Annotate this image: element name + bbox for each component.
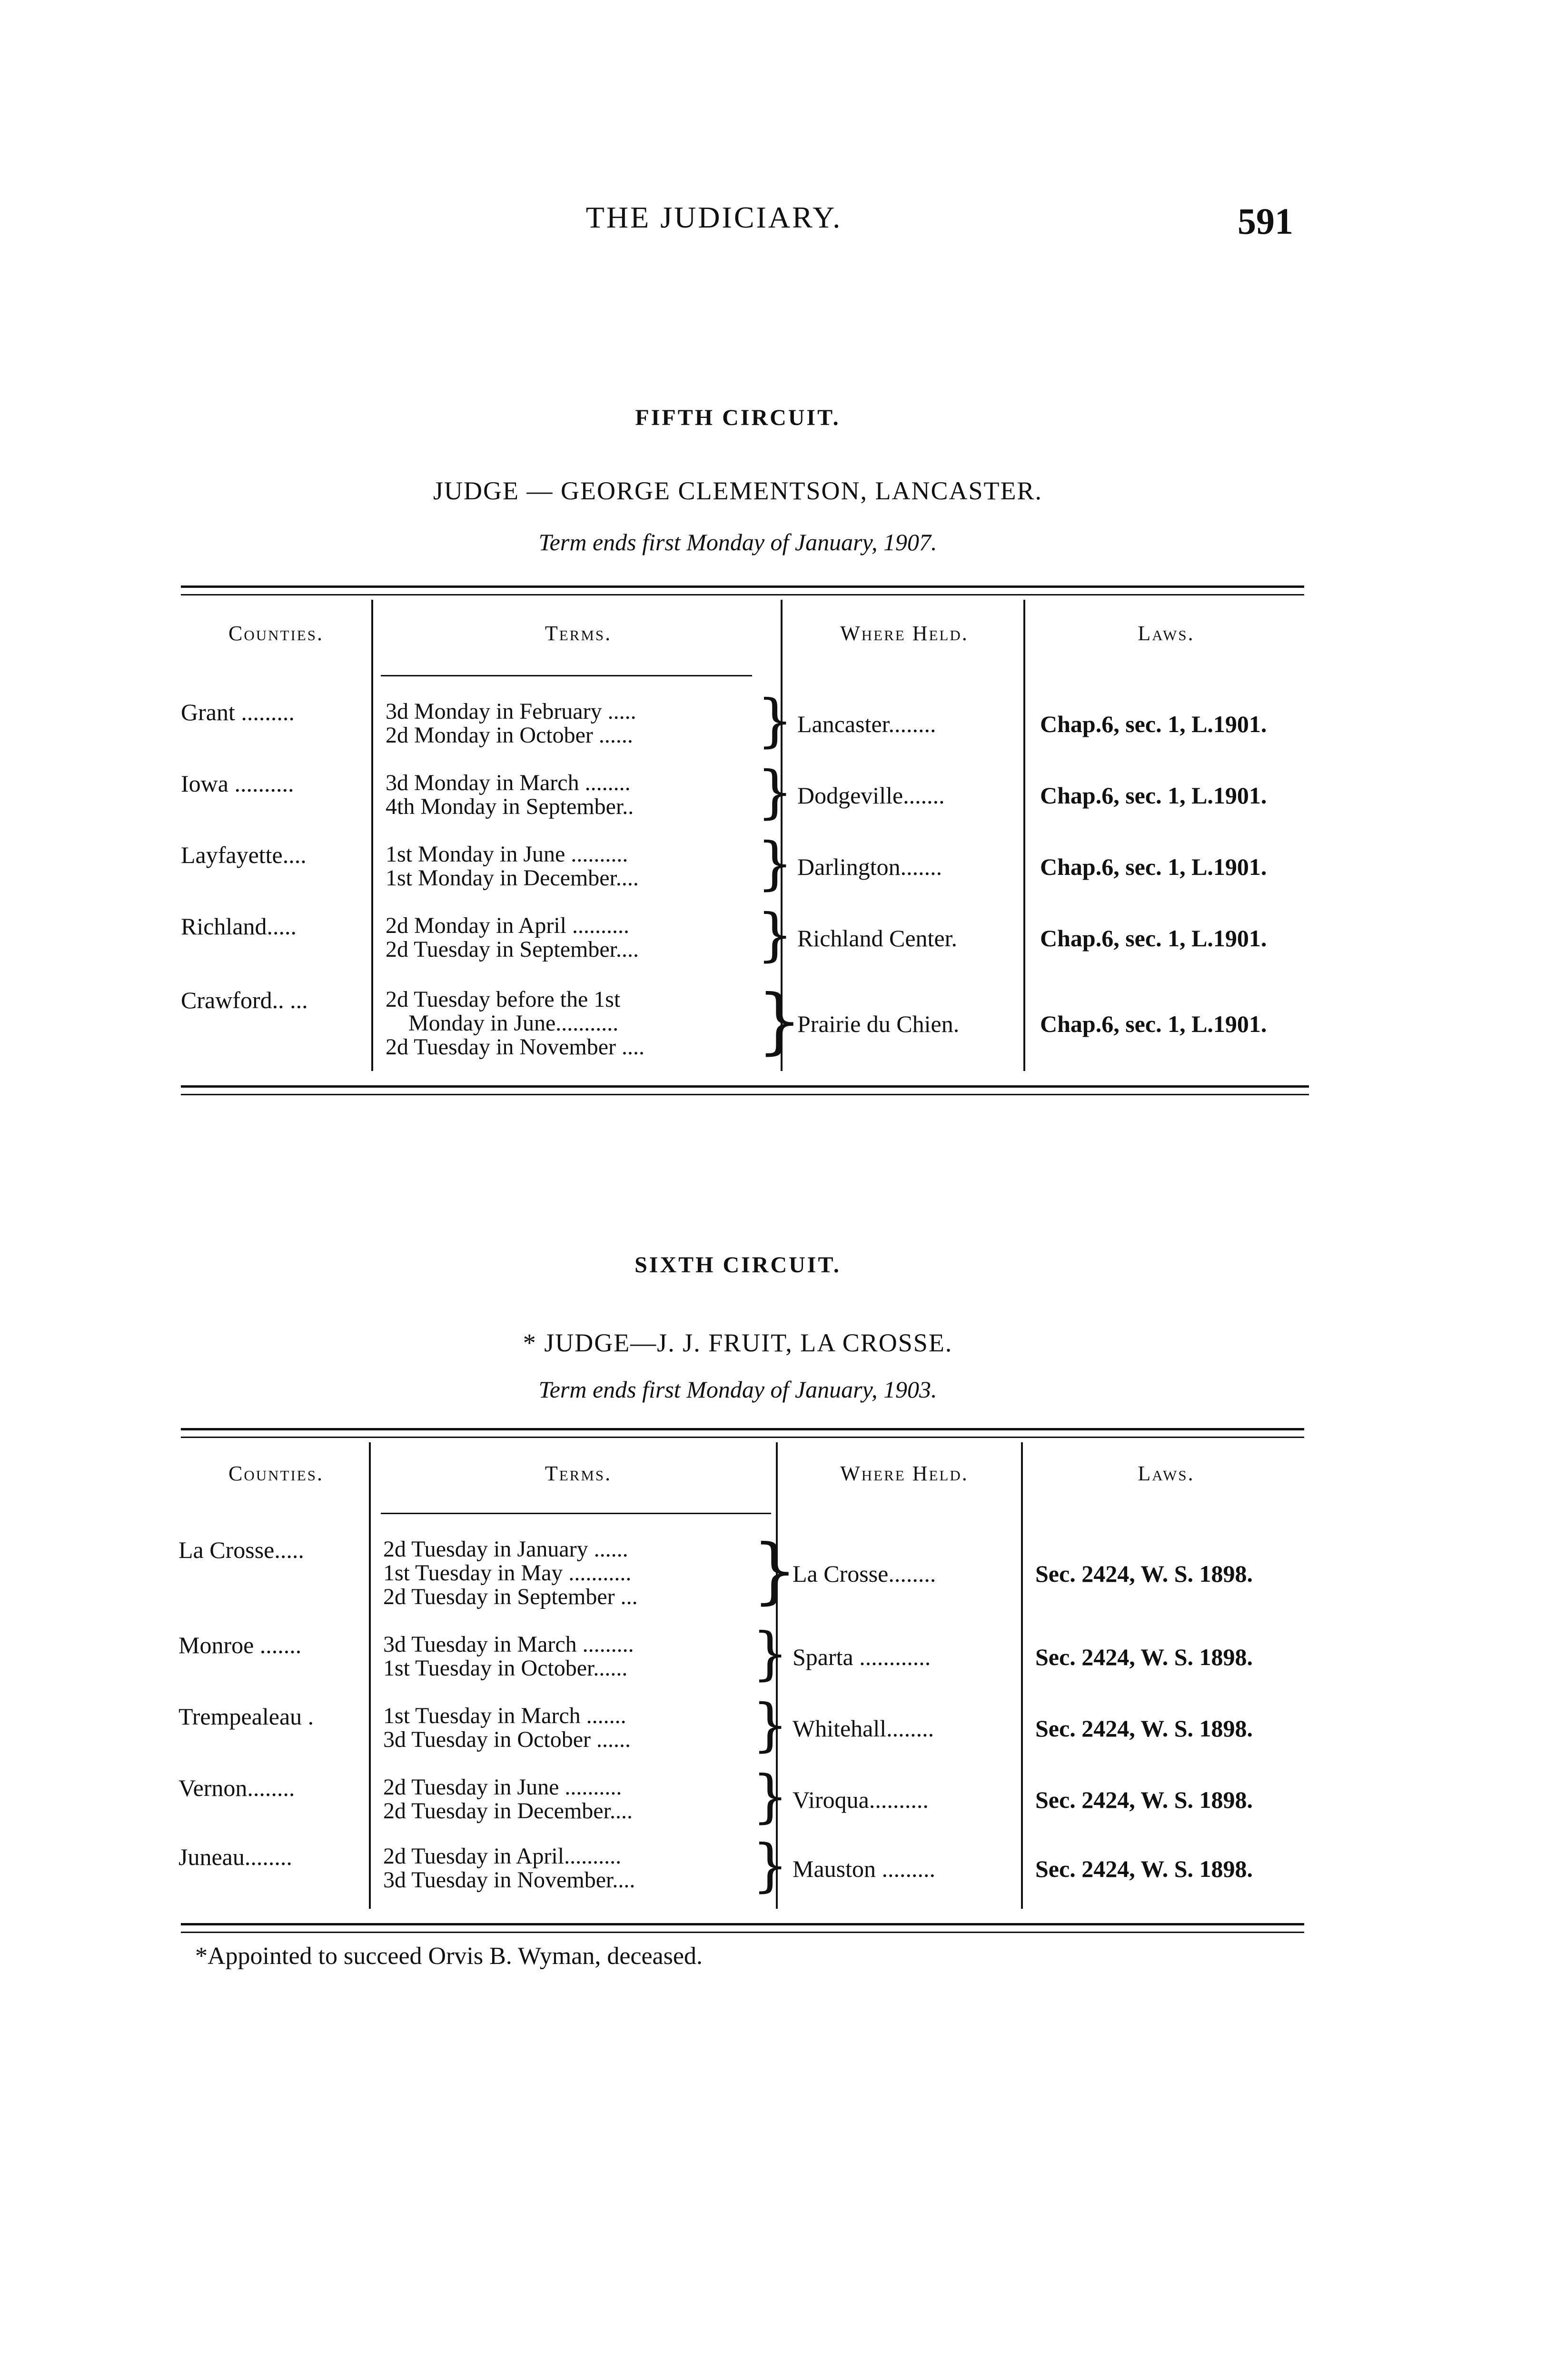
- sixth-row-4-brace: }: [752, 1764, 789, 1830]
- fifth-row-4-term-1: 2d Monday in April ..........: [386, 913, 629, 938]
- fifth-header-counties: Counties.: [228, 622, 324, 645]
- sixth-top-rule-2: [181, 1437, 1304, 1438]
- fifth-row-2-where: Dodgeville.......: [797, 782, 945, 809]
- sixth-top-rule: [181, 1428, 1304, 1430]
- sixth-row-2-county: Monroe .......: [178, 1632, 302, 1658]
- fifth-row-1-county: Grant .........: [181, 699, 295, 725]
- sixth-term-line: Term ends first Monday of January, 1903.: [538, 1376, 937, 1403]
- fifth-row-1-where: Lancaster........: [797, 711, 936, 737]
- fifth-row-5-term-1: 2d Tuesday before the 1st: [386, 987, 621, 1012]
- sixth-row-1-term-3: 2d Tuesday in September ...: [383, 1584, 638, 1609]
- sixth-row-3-term-2: 3d Tuesday in October ......: [383, 1727, 631, 1752]
- sixth-header-counties: Counties.: [228, 1462, 324, 1485]
- sixth-row-2-law: Sec. 2424, W. S. 1898.: [1035, 1644, 1253, 1670]
- sixth-row-4-law: Sec. 2424, W. S. 1898.: [1035, 1786, 1253, 1813]
- fifth-row-2-law: Chap.6, sec. 1, L.1901.: [1040, 782, 1267, 809]
- fifth-row-3-county: Layfayette....: [181, 842, 307, 868]
- fifth-row-5-where: Prairie du Chien.: [797, 1011, 960, 1037]
- sixth-row-3-county: Trempealeau .: [178, 1703, 314, 1730]
- fifth-col-divider-1: [371, 600, 373, 1071]
- fifth-judge-line: JUDGE — GEORGE CLEMENTSON, LANCASTER.: [433, 476, 1042, 505]
- fifth-row-5-term-3: 2d Tuesday in November ....: [386, 1034, 644, 1060]
- sixth-row-1-term-2: 1st Tuesday in May ...........: [383, 1560, 632, 1586]
- fifth-row-1-law: Chap.6, sec. 1, L.1901.: [1040, 711, 1267, 737]
- fifth-row-2-term-2: 4th Monday in September..: [386, 794, 634, 819]
- fifth-row-4-where: Richland Center.: [797, 925, 958, 952]
- sixth-row-3-law: Sec. 2424, W. S. 1898.: [1035, 1715, 1253, 1742]
- page-number: 591: [1238, 200, 1293, 242]
- sixth-row-5-law: Sec. 2424, W. S. 1898.: [1035, 1855, 1253, 1882]
- sixth-row-4-term-2: 2d Tuesday in December....: [383, 1798, 633, 1824]
- fifth-row-5-brace: }: [757, 980, 803, 1062]
- fifth-row-3-brace: }: [757, 831, 793, 897]
- footnote: *Appointed to succeed Orvis B. Wyman, deceased.: [195, 1943, 703, 1970]
- fifth-row-4-brace: }: [757, 902, 793, 968]
- fifth-row-4-county: Richland.....: [181, 913, 297, 940]
- fifth-row-5-county: Crawford.. ...: [181, 987, 308, 1013]
- sixth-header-terms: Terms.: [545, 1462, 612, 1485]
- fifth-header-where: Where Held.: [840, 622, 969, 645]
- fifth-term-line: Term ends first Monday of January, 1907.: [538, 529, 937, 555]
- fifth-row-4-law: Chap.6, sec. 1, L.1901.: [1040, 925, 1267, 952]
- fifth-col-divider-3: [1023, 600, 1025, 1071]
- sixth-row-1-law: Sec. 2424, W. S. 1898.: [1035, 1560, 1253, 1587]
- fifth-row-3-law: Chap.6, sec. 1, L.1901.: [1040, 853, 1267, 880]
- fifth-row-5-law: Chap.6, sec. 1, L.1901.: [1040, 1011, 1267, 1037]
- sixth-row-2-brace: }: [752, 1621, 789, 1687]
- fifth-row-2-term-1: 3d Monday in March ........: [386, 770, 631, 795]
- sixth-row-4-county: Vernon........: [178, 1775, 295, 1801]
- sixth-row-2-term-1: 3d Tuesday in March .........: [383, 1632, 634, 1657]
- sixth-header-where: Where Held.: [840, 1462, 969, 1485]
- sixth-bottom-rule: [181, 1923, 1304, 1925]
- sixth-header-underline: [381, 1513, 771, 1514]
- fifth-header-laws: Laws.: [1138, 622, 1195, 645]
- sixth-row-3-brace: }: [752, 1692, 789, 1758]
- fifth-bottom-rule: [181, 1085, 1309, 1088]
- sixth-row-5-where: Mauston .........: [793, 1855, 935, 1882]
- sixth-circuit-title: SIXTH CIRCUIT.: [634, 1252, 841, 1278]
- fifth-top-rule: [181, 585, 1304, 588]
- sixth-row-1-county: La Crosse.....: [178, 1537, 304, 1563]
- sixth-row-3-where: Whitehall........: [793, 1715, 934, 1742]
- fifth-row-1-term-2: 2d Monday in October ......: [386, 723, 633, 748]
- fifth-row-3-term-1: 1st Monday in June ..........: [386, 842, 628, 867]
- sixth-row-5-brace: }: [752, 1833, 789, 1899]
- sixth-row-2-term-2: 1st Tuesday in October......: [383, 1656, 628, 1681]
- fifth-header-underline: [381, 675, 752, 676]
- sixth-row-5-county: Juneau........: [178, 1844, 292, 1870]
- sixth-header-laws: Laws.: [1138, 1462, 1195, 1485]
- sixth-row-1-term-1: 2d Tuesday in January ......: [383, 1537, 628, 1562]
- sixth-judge-line: * JUDGE—J. J. FRUIT, LA CROSSE.: [523, 1329, 953, 1357]
- fifth-row-5-term-2: Monday in June...........: [386, 1011, 619, 1036]
- fifth-row-4-term-2: 2d Tuesday in September....: [386, 937, 639, 962]
- sixth-bottom-rule-2: [181, 1932, 1304, 1933]
- fifth-top-rule-2: [181, 594, 1304, 595]
- fifth-circuit-title: FIFTH CIRCUIT.: [635, 405, 841, 430]
- sixth-row-2-where: Sparta ............: [793, 1644, 931, 1670]
- fifth-header-terms: Terms.: [545, 622, 612, 645]
- fifth-row-3-term-2: 1st Monday in December....: [386, 865, 639, 891]
- fifth-row-1-term-1: 3d Monday in February .....: [386, 699, 636, 724]
- fifth-row-2-brace: }: [757, 759, 793, 825]
- fifth-row-1-brace: }: [757, 688, 793, 754]
- sixth-row-1-brace: }: [752, 1529, 798, 1612]
- sixth-row-5-term-2: 3d Tuesday in November....: [383, 1867, 635, 1893]
- sixth-row-5-term-1: 2d Tuesday in April..........: [383, 1844, 622, 1869]
- fifth-row-2-county: Iowa ..........: [181, 770, 294, 797]
- sixth-col-divider-3: [1021, 1442, 1023, 1909]
- sixth-col-divider-1: [369, 1442, 371, 1909]
- running-head: THE JUDICIARY.: [585, 200, 842, 234]
- sixth-row-4-term-1: 2d Tuesday in June ..........: [383, 1775, 622, 1800]
- fifth-row-3-where: Darlington.......: [797, 853, 942, 880]
- fifth-bottom-rule-2: [181, 1094, 1309, 1095]
- sixth-row-1-where: La Crosse........: [793, 1560, 936, 1587]
- sixth-row-3-term-1: 1st Tuesday in March .......: [383, 1703, 626, 1728]
- sixth-row-4-where: Viroqua..........: [793, 1786, 929, 1813]
